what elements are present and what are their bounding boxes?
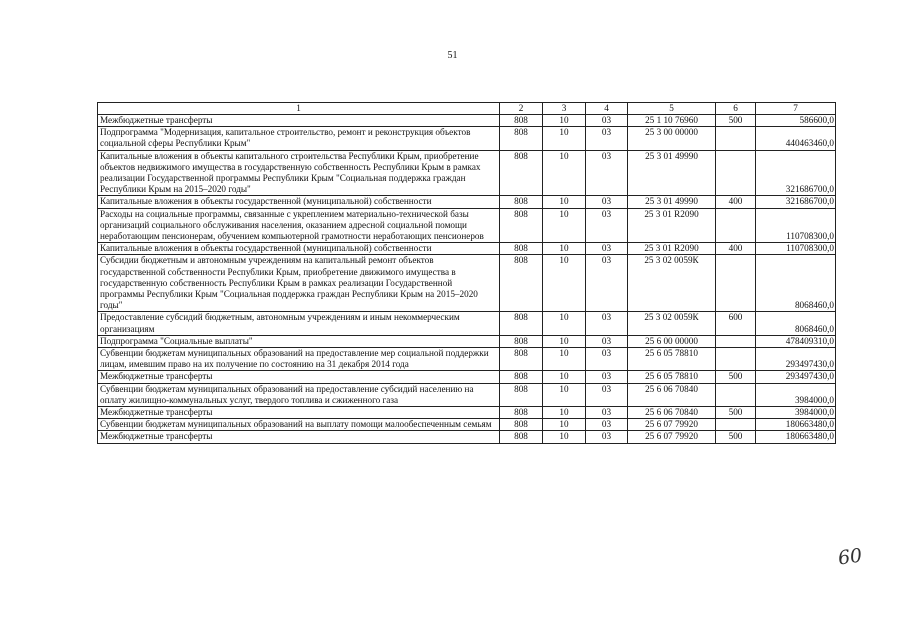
- row-name-cell: Субвенции бюджетам муниципальных образований на предоставление субсидий населению на оплату жилищно-коммунальных услуг, твердого топлива и сжиженного газа: [98, 383, 500, 406]
- row-expense-type-cell: 500: [716, 407, 756, 419]
- table-row: [98, 383, 836, 406]
- table-row: [98, 150, 836, 196]
- handwritten-page-mark: 60: [836, 544, 864, 570]
- row-subsection-cell: 03: [586, 115, 628, 127]
- row-code-cell: 808: [500, 243, 543, 255]
- row-subsection-cell: 03: [586, 150, 628, 196]
- row-section-cell: 10: [543, 312, 586, 335]
- table-row: [98, 419, 836, 431]
- row-target-code-cell: 25 3 01 R2090: [628, 243, 716, 255]
- table-row: [98, 335, 836, 347]
- table-row: [98, 431, 836, 443]
- row-subsection-cell: 03: [586, 196, 628, 208]
- row-section-cell: 10: [543, 371, 586, 383]
- row-subsection-cell: 03: [586, 255, 628, 312]
- row-target-code-cell: 25 6 00 00000: [628, 335, 716, 347]
- row-name-cell: Субвенции бюджетам муниципальных образований на выплату помощи малообеспеченным семьям: [98, 419, 500, 431]
- header-cell: 2: [500, 103, 543, 115]
- row-section-cell: 10: [543, 419, 586, 431]
- row-section-cell: 10: [543, 150, 586, 196]
- table-row: [98, 115, 836, 127]
- table-row: [98, 371, 836, 383]
- row-code-cell: 808: [500, 150, 543, 196]
- row-section-cell: 10: [543, 348, 586, 371]
- row-amount-cell: 293497430,0: [756, 371, 836, 383]
- row-expense-type-cell: [716, 419, 756, 431]
- table-row: [98, 348, 836, 371]
- row-amount-cell: 3984000,0: [756, 407, 836, 419]
- row-subsection-cell: 03: [586, 431, 628, 443]
- budget-table: [97, 102, 836, 444]
- row-amount-cell: 321686700,0: [756, 150, 836, 196]
- row-code-cell: 808: [500, 383, 543, 406]
- header-cell: 6: [716, 103, 756, 115]
- row-code-cell: 808: [500, 312, 543, 335]
- row-code-cell: 808: [500, 255, 543, 312]
- row-target-code-cell: 25 6 05 78810: [628, 371, 716, 383]
- row-expense-type-cell: 500: [716, 115, 756, 127]
- row-amount-cell: 321686700,0: [756, 196, 836, 208]
- row-code-cell: 808: [500, 208, 543, 243]
- row-subsection-cell: 03: [586, 407, 628, 419]
- row-subsection-cell: 03: [586, 419, 628, 431]
- row-expense-type-cell: 600: [716, 312, 756, 335]
- row-target-code-cell: 25 3 00 00000: [628, 127, 716, 150]
- row-expense-type-cell: [716, 348, 756, 371]
- row-expense-type-cell: 500: [716, 371, 756, 383]
- header-cell: 1: [98, 103, 500, 115]
- row-name-cell: Капитальные вложения в объекты государственной (муниципальной) собственности: [98, 196, 500, 208]
- row-code-cell: 808: [500, 407, 543, 419]
- row-section-cell: 10: [543, 115, 586, 127]
- row-target-code-cell: 25 6 05 78810: [628, 348, 716, 371]
- row-name-cell: Межбюджетные трансферты: [98, 407, 500, 419]
- header-cell: 4: [586, 103, 628, 115]
- row-target-code-cell: 25 6 07 79920: [628, 431, 716, 443]
- row-name-cell: Капитальные вложения в объекты капитального строительства Республики Крым, приобретение объектов недвижимого имущества в государственную собственность Республики Крым в рамках реализации Государственной программы Республики Крым "Социальная поддержка граждан Республики Крым на 2015–2020 годы": [98, 150, 500, 196]
- header-cell: 7: [756, 103, 836, 115]
- row-subsection-cell: 03: [586, 127, 628, 150]
- row-name-cell: Межбюджетные трансферты: [98, 371, 500, 383]
- row-section-cell: 10: [543, 196, 586, 208]
- row-code-cell: 808: [500, 431, 543, 443]
- row-section-cell: 10: [543, 127, 586, 150]
- row-name-cell: Межбюджетные трансферты: [98, 431, 500, 443]
- row-section-cell: 10: [543, 255, 586, 312]
- row-expense-type-cell: [716, 335, 756, 347]
- row-code-cell: 808: [500, 115, 543, 127]
- row-expense-type-cell: [716, 150, 756, 196]
- row-code-cell: 808: [500, 371, 543, 383]
- row-expense-type-cell: 500: [716, 431, 756, 443]
- row-name-cell: Подпрограмма "Модернизация, капитальное строительство, ремонт и реконструкция объектов социальной сферы Республики Крым": [98, 127, 500, 150]
- row-target-code-cell: 25 3 02 0059К: [628, 255, 716, 312]
- table-row: [98, 196, 836, 208]
- row-name-cell: Межбюджетные трансферты: [98, 115, 500, 127]
- header-row: [98, 103, 836, 115]
- row-target-code-cell: 25 3 02 0059К: [628, 312, 716, 335]
- row-code-cell: 808: [500, 127, 543, 150]
- row-target-code-cell: 25 6 07 79920: [628, 419, 716, 431]
- table-row: [98, 255, 836, 312]
- row-section-cell: 10: [543, 407, 586, 419]
- row-amount-cell: 180663480,0: [756, 431, 836, 443]
- row-subsection-cell: 03: [586, 335, 628, 347]
- row-expense-type-cell: [716, 208, 756, 243]
- row-code-cell: 808: [500, 196, 543, 208]
- row-expense-type-cell: [716, 383, 756, 406]
- row-target-code-cell: 25 3 01 49990: [628, 150, 716, 196]
- row-amount-cell: 440463460,0: [756, 127, 836, 150]
- row-target-code-cell: 25 3 01 R2090: [628, 208, 716, 243]
- table-row: [98, 127, 836, 150]
- row-subsection-cell: 03: [586, 243, 628, 255]
- table-row: [98, 312, 836, 335]
- row-section-cell: 10: [543, 431, 586, 443]
- row-section-cell: 10: [543, 335, 586, 347]
- table-row: [98, 208, 836, 243]
- row-target-code-cell: 25 3 01 49990: [628, 196, 716, 208]
- row-amount-cell: 180663480,0: [756, 419, 836, 431]
- row-amount-cell: 8068460,0: [756, 312, 836, 335]
- row-section-cell: 10: [543, 243, 586, 255]
- row-name-cell: Субвенции бюджетам муниципальных образований на предоставление мер социальной поддержки лицам, имевшим право на их получение по состоянию на 31 декабря 2014 года: [98, 348, 500, 371]
- row-subsection-cell: 03: [586, 208, 628, 243]
- row-subsection-cell: 03: [586, 312, 628, 335]
- row-amount-cell: 586600,0: [756, 115, 836, 127]
- row-expense-type-cell: [716, 127, 756, 150]
- row-amount-cell: 293497430,0: [756, 348, 836, 371]
- row-subsection-cell: 03: [586, 348, 628, 371]
- table-row: [98, 243, 836, 255]
- row-expense-type-cell: 400: [716, 196, 756, 208]
- row-target-code-cell: 25 1 10 76960: [628, 115, 716, 127]
- row-name-cell: Расходы на социальные программы, связанные с укреплением материально-технической базы организаций социального обслуживания населения, оказанием адресной социальной помощи неработающим пенсионерам, обучением компьютерной грамотности неработающих пенсионеров: [98, 208, 500, 243]
- row-expense-type-cell: [716, 255, 756, 312]
- row-code-cell: 808: [500, 348, 543, 371]
- row-target-code-cell: 25 6 06 70840: [628, 383, 716, 406]
- row-code-cell: 808: [500, 335, 543, 347]
- header-cell: 5: [628, 103, 716, 115]
- row-amount-cell: 8068460,0: [756, 255, 836, 312]
- row-section-cell: 10: [543, 208, 586, 243]
- row-subsection-cell: 03: [586, 383, 628, 406]
- row-section-cell: 10: [543, 383, 586, 406]
- page-number: 51: [447, 50, 458, 61]
- row-subsection-cell: 03: [586, 371, 628, 383]
- row-name-cell: Капитальные вложения в объекты государственной (муниципальной) собственности: [98, 243, 500, 255]
- row-amount-cell: 3984000,0: [756, 383, 836, 406]
- row-target-code-cell: 25 6 06 70840: [628, 407, 716, 419]
- table-row: [98, 407, 836, 419]
- row-name-cell: Подпрограмма "Социальные выплаты": [98, 335, 500, 347]
- header-cell: 3: [543, 103, 586, 115]
- row-amount-cell: 478409310,0: [756, 335, 836, 347]
- row-amount-cell: 110708300,0: [756, 208, 836, 243]
- row-name-cell: Субсидии бюджетным и автономным учреждениям на капитальный ремонт объектов государственной собственности Республики Крым, приобретение движимого имущества в государственную собственность Республики Крым в рамках реализации Государственной программы Республики Крым "Социальная поддержка граждан Республики Крым на 2015–2020 годы": [98, 255, 500, 312]
- row-code-cell: 808: [500, 419, 543, 431]
- row-amount-cell: 110708300,0: [756, 243, 836, 255]
- row-name-cell: Предоставление субсидий бюджетным, автономным учреждениям и иным некоммерческим организациям: [98, 312, 500, 335]
- row-expense-type-cell: 400: [716, 243, 756, 255]
